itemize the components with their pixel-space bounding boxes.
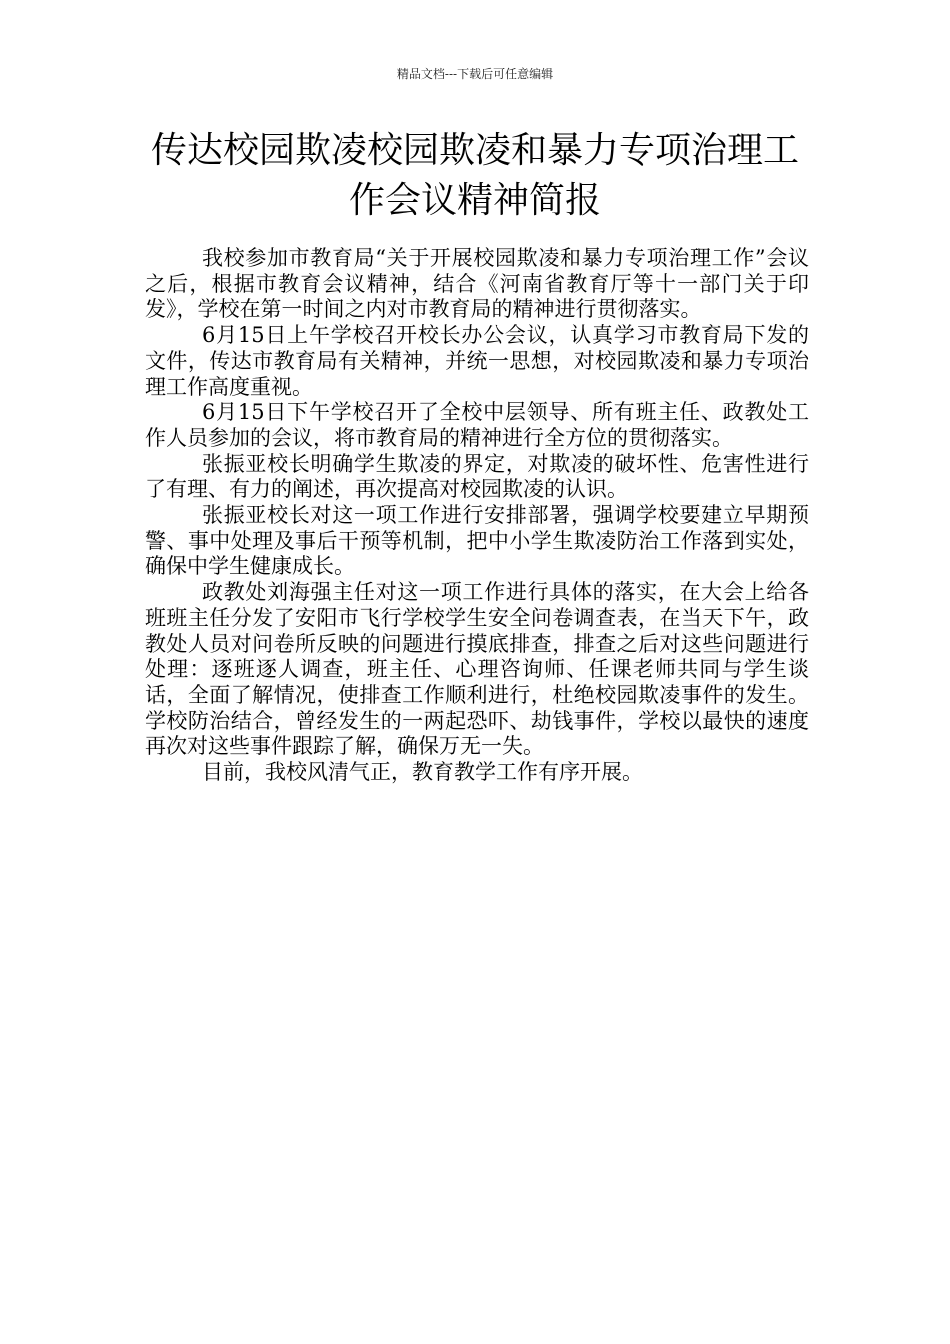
paragraph-2: 6月15日上午学校召开校长办公会议，认真学习市教育局下发的文件，传达市教育局有关精神，并统一思想，对校园欺凌和暴力专项治理工作高度重视。	[145, 323, 809, 399]
paragraph-5: 张振亚校长对这一项工作进行安排部署，强调学校要建立早期预警、事中处理及事后干预等机制，把中小学生欺凌防治工作落到实处，确保中学生健康成长。	[145, 503, 809, 579]
header-note: 精品文档---下载后可任意编辑	[396, 67, 554, 81]
paragraph-7: 目前，我校风清气正，教育教学工作有序开展。	[202, 760, 643, 785]
paragraph-4: 张振亚校长明确学生欺凌的界定，对欺凌的破坏性、危害性进行了有理、有力的阐述，再次提高对校园欺凌的认识。	[145, 451, 809, 502]
paragraph-1: 我校参加市教育局“关于开展校园欺凌和暴力专项治理工作”会议之后，根据市教育会议精神，结合《河南省教育厅等十一部门关于印发》，学校在第一时间之内对市教育局的精神进行贯彻落实。	[145, 246, 809, 322]
document-body	[145, 246, 809, 786]
paragraph-3: 6月15日下午学校召开了全校中层领导、所有班主任、政教处工作人员参加的会议，将市教育局的精神进行全方位的贯彻落实。	[145, 400, 809, 450]
paragraph-6: 政教处刘海强主任对这一项工作进行具体的落实，在大会上给各班班主任分发了安阳市飞行学校学生安全问卷调查表，在当天下午，政教处人员对问卷所反映的问题进行摸底排查，排查之后对这些问题进行处理：逐班逐人调查，班主任、心理咨询师、任课老师共同与学生谈话，全面了解情况，使排查工作顺利进行，杜绝校园欺凌事件的发生。学校防治结合，曾经发生的一两起恐吓、劫钱事件，学校以最快的速度再次对这些事件跟踪了解，确保万无一失。	[145, 580, 809, 759]
document-title: 传达校园欺凌校园欺凌和暴力专项治理工作会议精神简报	[150, 130, 799, 221]
